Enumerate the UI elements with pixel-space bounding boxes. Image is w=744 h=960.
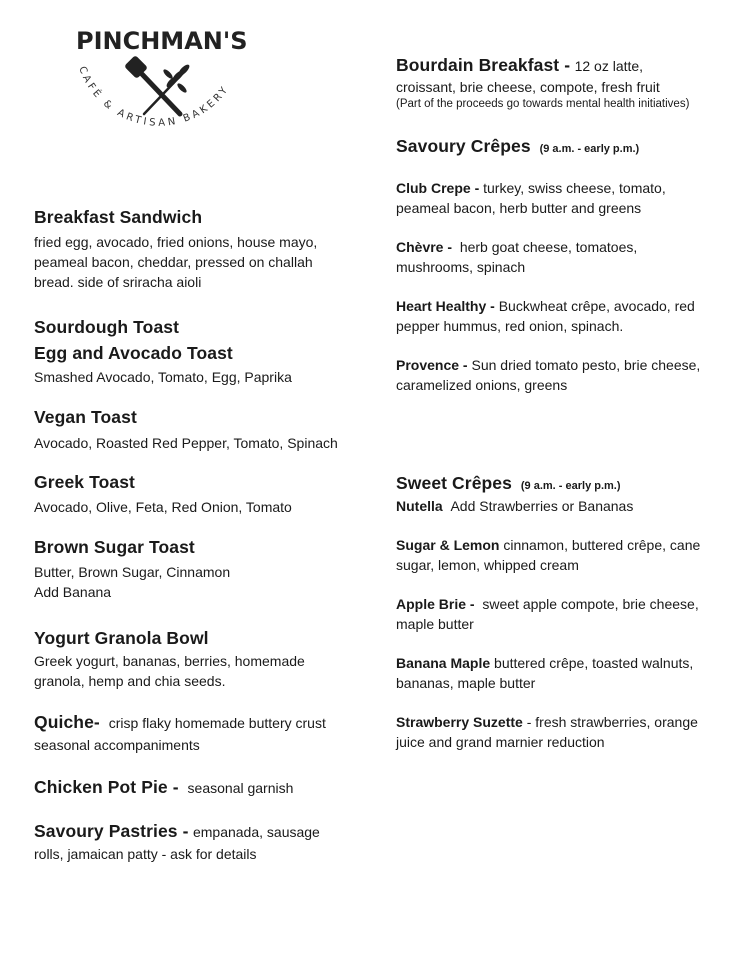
item-sourdough-toast <box>34 317 179 338</box>
item-title: Egg and Avocado Toast <box>34 343 233 363</box>
crepe-desc: mushrooms, spinach <box>396 259 526 275</box>
crepe-chevre <box>396 237 637 277</box>
item-title: Vegan Toast <box>34 407 137 427</box>
crepe-name: Heart Healthy - <box>396 298 495 314</box>
item-desc: Butter, Brown Sugar, Cinnamon <box>34 564 231 580</box>
item-breakfast-sandwich <box>34 207 317 292</box>
item-quiche <box>34 712 326 755</box>
crepe-sugar-lemon <box>396 535 700 575</box>
item-desc: rolls, jamaican patty - ask for details <box>34 846 257 862</box>
item-bourdain-breakfast <box>396 55 736 112</box>
crepe-desc: pepper hummus, red onion, spinach. <box>396 318 624 334</box>
item-desc: Greek yogurt, bananas, berries, homemade <box>34 653 305 669</box>
section-savoury-crepes-header <box>396 136 639 157</box>
item-brown-sugar-toast <box>34 537 230 602</box>
crepe-name: Nutella <box>396 498 443 514</box>
item-title: Greek Toast <box>34 472 135 492</box>
item-title: Yogurt Granola Bowl <box>34 628 209 648</box>
crepe-desc: bananas, maple butter <box>396 675 536 691</box>
crepe-name: Chèvre - <box>396 239 453 255</box>
crepe-desc: Sun dried tomato pesto, brie cheese, <box>471 357 701 373</box>
item-desc: bread. side of sriracha aioli <box>34 274 202 290</box>
logo-subtitle: CAFÉ & ARTISAN BAKERY <box>76 64 232 129</box>
crepe-heart-healthy <box>396 296 695 336</box>
svg-text:CAFÉ & ARTISAN BAKERY <box>76 65 232 129</box>
peel-wheat-icon <box>124 55 191 114</box>
item-desc: seasonal accompaniments <box>34 737 200 753</box>
item-title: Bourdain Breakfast - <box>396 55 571 75</box>
crepe-apple-brie <box>396 594 699 634</box>
crepe-desc: buttered crêpe, toasted walnuts, <box>494 655 694 671</box>
section-sweet-crepes-header <box>396 473 621 494</box>
crepe-desc: maple butter <box>396 616 474 632</box>
crepe-strawberry-suzette <box>396 712 698 752</box>
item-title: Brown Sugar Toast <box>34 537 195 557</box>
crepe-name: Provence - <box>396 357 468 373</box>
item-desc: Avocado, Olive, Feta, Red Onion, Tomato <box>34 499 292 515</box>
crepe-desc: Add Strawberries or Bananas <box>450 498 634 514</box>
item-yogurt-granola-bowl <box>34 628 305 691</box>
crepe-provence <box>396 355 700 395</box>
item-inline-desc: crisp flaky homemade buttery crust <box>108 715 326 731</box>
item-inline-desc: seasonal garnish <box>187 780 294 796</box>
crepe-banana-maple <box>396 653 693 693</box>
item-desc: Avocado, Roasted Red Pepper, Tomato, Spinach <box>34 435 338 451</box>
item-desc: granola, hemp and chia seeds. <box>34 673 226 689</box>
crepe-desc: sweet apple compote, brie cheese, <box>482 596 699 612</box>
crepe-club <box>396 178 666 218</box>
crepe-nutella <box>396 496 633 516</box>
item-greek-toast <box>34 472 292 517</box>
item-desc: Add Banana <box>34 584 112 600</box>
crepe-name: Apple Brie - <box>396 596 475 612</box>
item-title: Chicken Pot Pie - <box>34 777 179 797</box>
section-title: Savoury Crêpes <box>396 136 531 156</box>
crepe-name: Sugar & Lemon <box>396 537 500 553</box>
item-vegan-toast <box>34 407 338 453</box>
item-title: Quiche- <box>34 712 100 732</box>
crepe-desc: cinnamon, buttered crêpe, cane <box>503 537 701 553</box>
crepe-desc: sugar, lemon, whipped cream <box>396 557 579 573</box>
section-title: Sweet Crêpes <box>396 473 512 493</box>
item-note: (Part of the proceeds go towards mental health initiatives) <box>396 98 690 110</box>
pinchmans-logo <box>62 22 262 172</box>
crepe-desc: caramelized onions, greens <box>396 377 568 393</box>
crepe-desc: herb goat cheese, tomatoes, <box>459 239 638 255</box>
item-egg-avocado-toast <box>34 343 292 387</box>
item-title: Breakfast Sandwich <box>34 207 203 227</box>
item-desc: peameal bacon, cheddar, pressed on challah <box>34 254 313 270</box>
crepe-name: Strawberry Suzette <box>396 714 523 730</box>
item-desc: fried egg, avocado, fried onions, house mayo, <box>34 234 318 250</box>
crepe-name: Banana Maple <box>396 655 491 671</box>
section-hours: (9 a.m. - early p.m.) <box>539 143 640 155</box>
crepe-desc: juice and grand marnier reduction <box>396 734 605 750</box>
logo-wordmark: PINCHMAN'S <box>76 27 248 55</box>
crepe-desc: - fresh strawberries, orange <box>526 714 698 730</box>
crepe-desc: peameal bacon, herb butter and greens <box>396 200 642 216</box>
item-inline-desc: 12 oz latte, <box>574 58 644 74</box>
item-inline-desc: empanada, sausage <box>192 824 320 840</box>
item-title: Sourdough Toast <box>34 317 180 337</box>
crepe-desc: Buckwheat crêpe, avocado, red <box>498 298 695 314</box>
item-savoury-pastries <box>34 821 320 864</box>
item-title: Savoury Pastries - <box>34 821 189 841</box>
crepe-desc: turkey, swiss cheese, tomato, <box>483 180 666 196</box>
crepe-name: Club Crepe - <box>396 180 480 196</box>
section-hours: (9 a.m. - early p.m.) <box>520 480 621 492</box>
item-desc: Smashed Avocado, Tomato, Egg, Paprika <box>34 369 292 385</box>
item-chicken-pot-pie <box>34 777 293 798</box>
item-desc: croissant, brie cheese, compote, fresh fruit <box>396 79 660 95</box>
